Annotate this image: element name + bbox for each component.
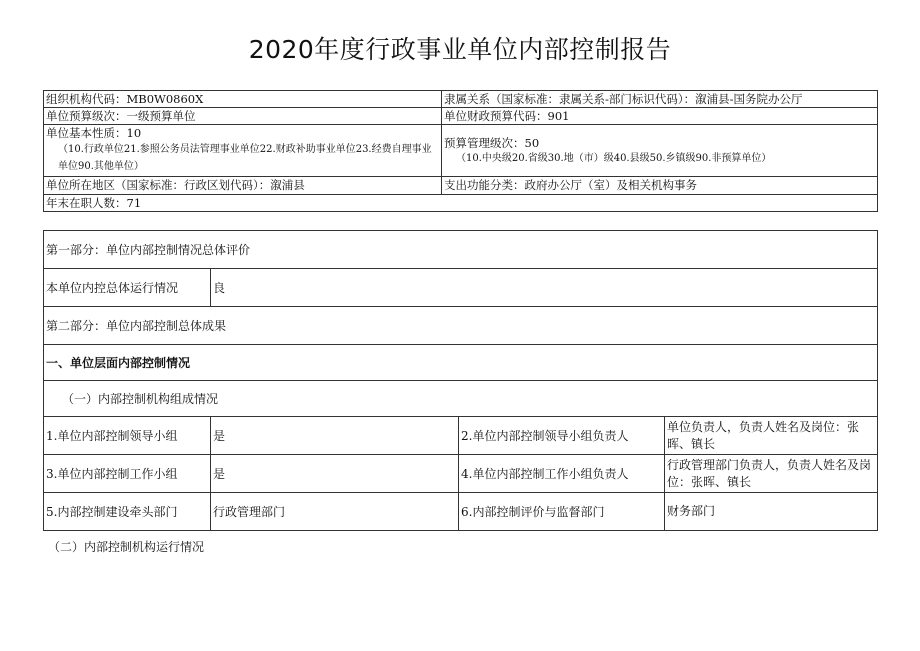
staff-count: 年末在职人数：71 [44,195,878,212]
row-value: 是 [211,417,459,455]
function-class: 支出功能分类：政府办公厅（室）及相关机构事务 [442,177,878,195]
row-label: 4.单位内部控制工作小组负责人 [459,455,665,493]
report-title: 2020年度行政事业单位内部控制报告 [248,35,672,64]
unit-nature-desc: （10.行政单位21.参照公务员法管理事业单位22.财政补助事业单位23.经费自理事业单位90.其他单位） [58,144,432,172]
row-label: 3.单位内部控制工作小组 [44,455,211,493]
row-label: 2.单位内部控制领导小组负责人 [459,417,665,455]
unit-nature: 单位基本性质：10 [46,126,142,140]
overall-status-label: 本单位内控总体运行情况 [44,269,211,307]
subsection-heading: （一）内部控制机构组成情况 [44,381,878,417]
row-value: 单位负责人，负责人姓名及岗位：张晖、镇长 [665,417,878,455]
internal-control-table [43,230,878,531]
section-heading: 一、单位层面内部控制情况 [44,345,878,381]
row-value: 是 [211,455,459,493]
affiliation: 隶属关系（国家标准：隶属关系-部门标识代码）：溆浦县-国务院办公厅 [442,91,878,108]
org-code: 组织机构代码：MB0W0860X [44,91,442,108]
row-value: 行政管理部门负责人，负责人姓名及岗位：张晖、镇长 [665,455,878,493]
unit-nature-cell [44,125,442,177]
budget-mgmt-cell [442,125,878,177]
finance-code: 单位财政预算代码：901 [442,108,878,125]
row-label: 5.内部控制建设牵头部门 [44,493,211,531]
budget-level: 单位预算级次：一级预算单位 [44,108,442,125]
part2-heading: 第二部分：单位内部控制总体成果 [44,307,878,345]
subsection-heading-2: （二）内部控制机构运行情况 [48,540,205,554]
budget-mgmt-level: 预算管理级次：50 [444,135,540,150]
location: 单位所在地区（国家标准：行政区划代码）：溆浦县 [44,177,442,195]
row-label: 1.单位内部控制领导小组 [44,417,211,455]
budget-mgmt-desc: （10.中央级20.省级30.地（市）级40.县级50.乡镇级90.非预算单位） [456,152,772,164]
overall-status-value: 良 [211,269,878,307]
unit-info-table [43,90,878,212]
row-label: 6.内部控制评价与监督部门 [459,493,665,531]
row-value: 财务部门 [665,493,878,531]
part1-heading: 第一部分：单位内部控制情况总体评价 [44,231,878,269]
row-value: 行政管理部门 [211,493,459,531]
